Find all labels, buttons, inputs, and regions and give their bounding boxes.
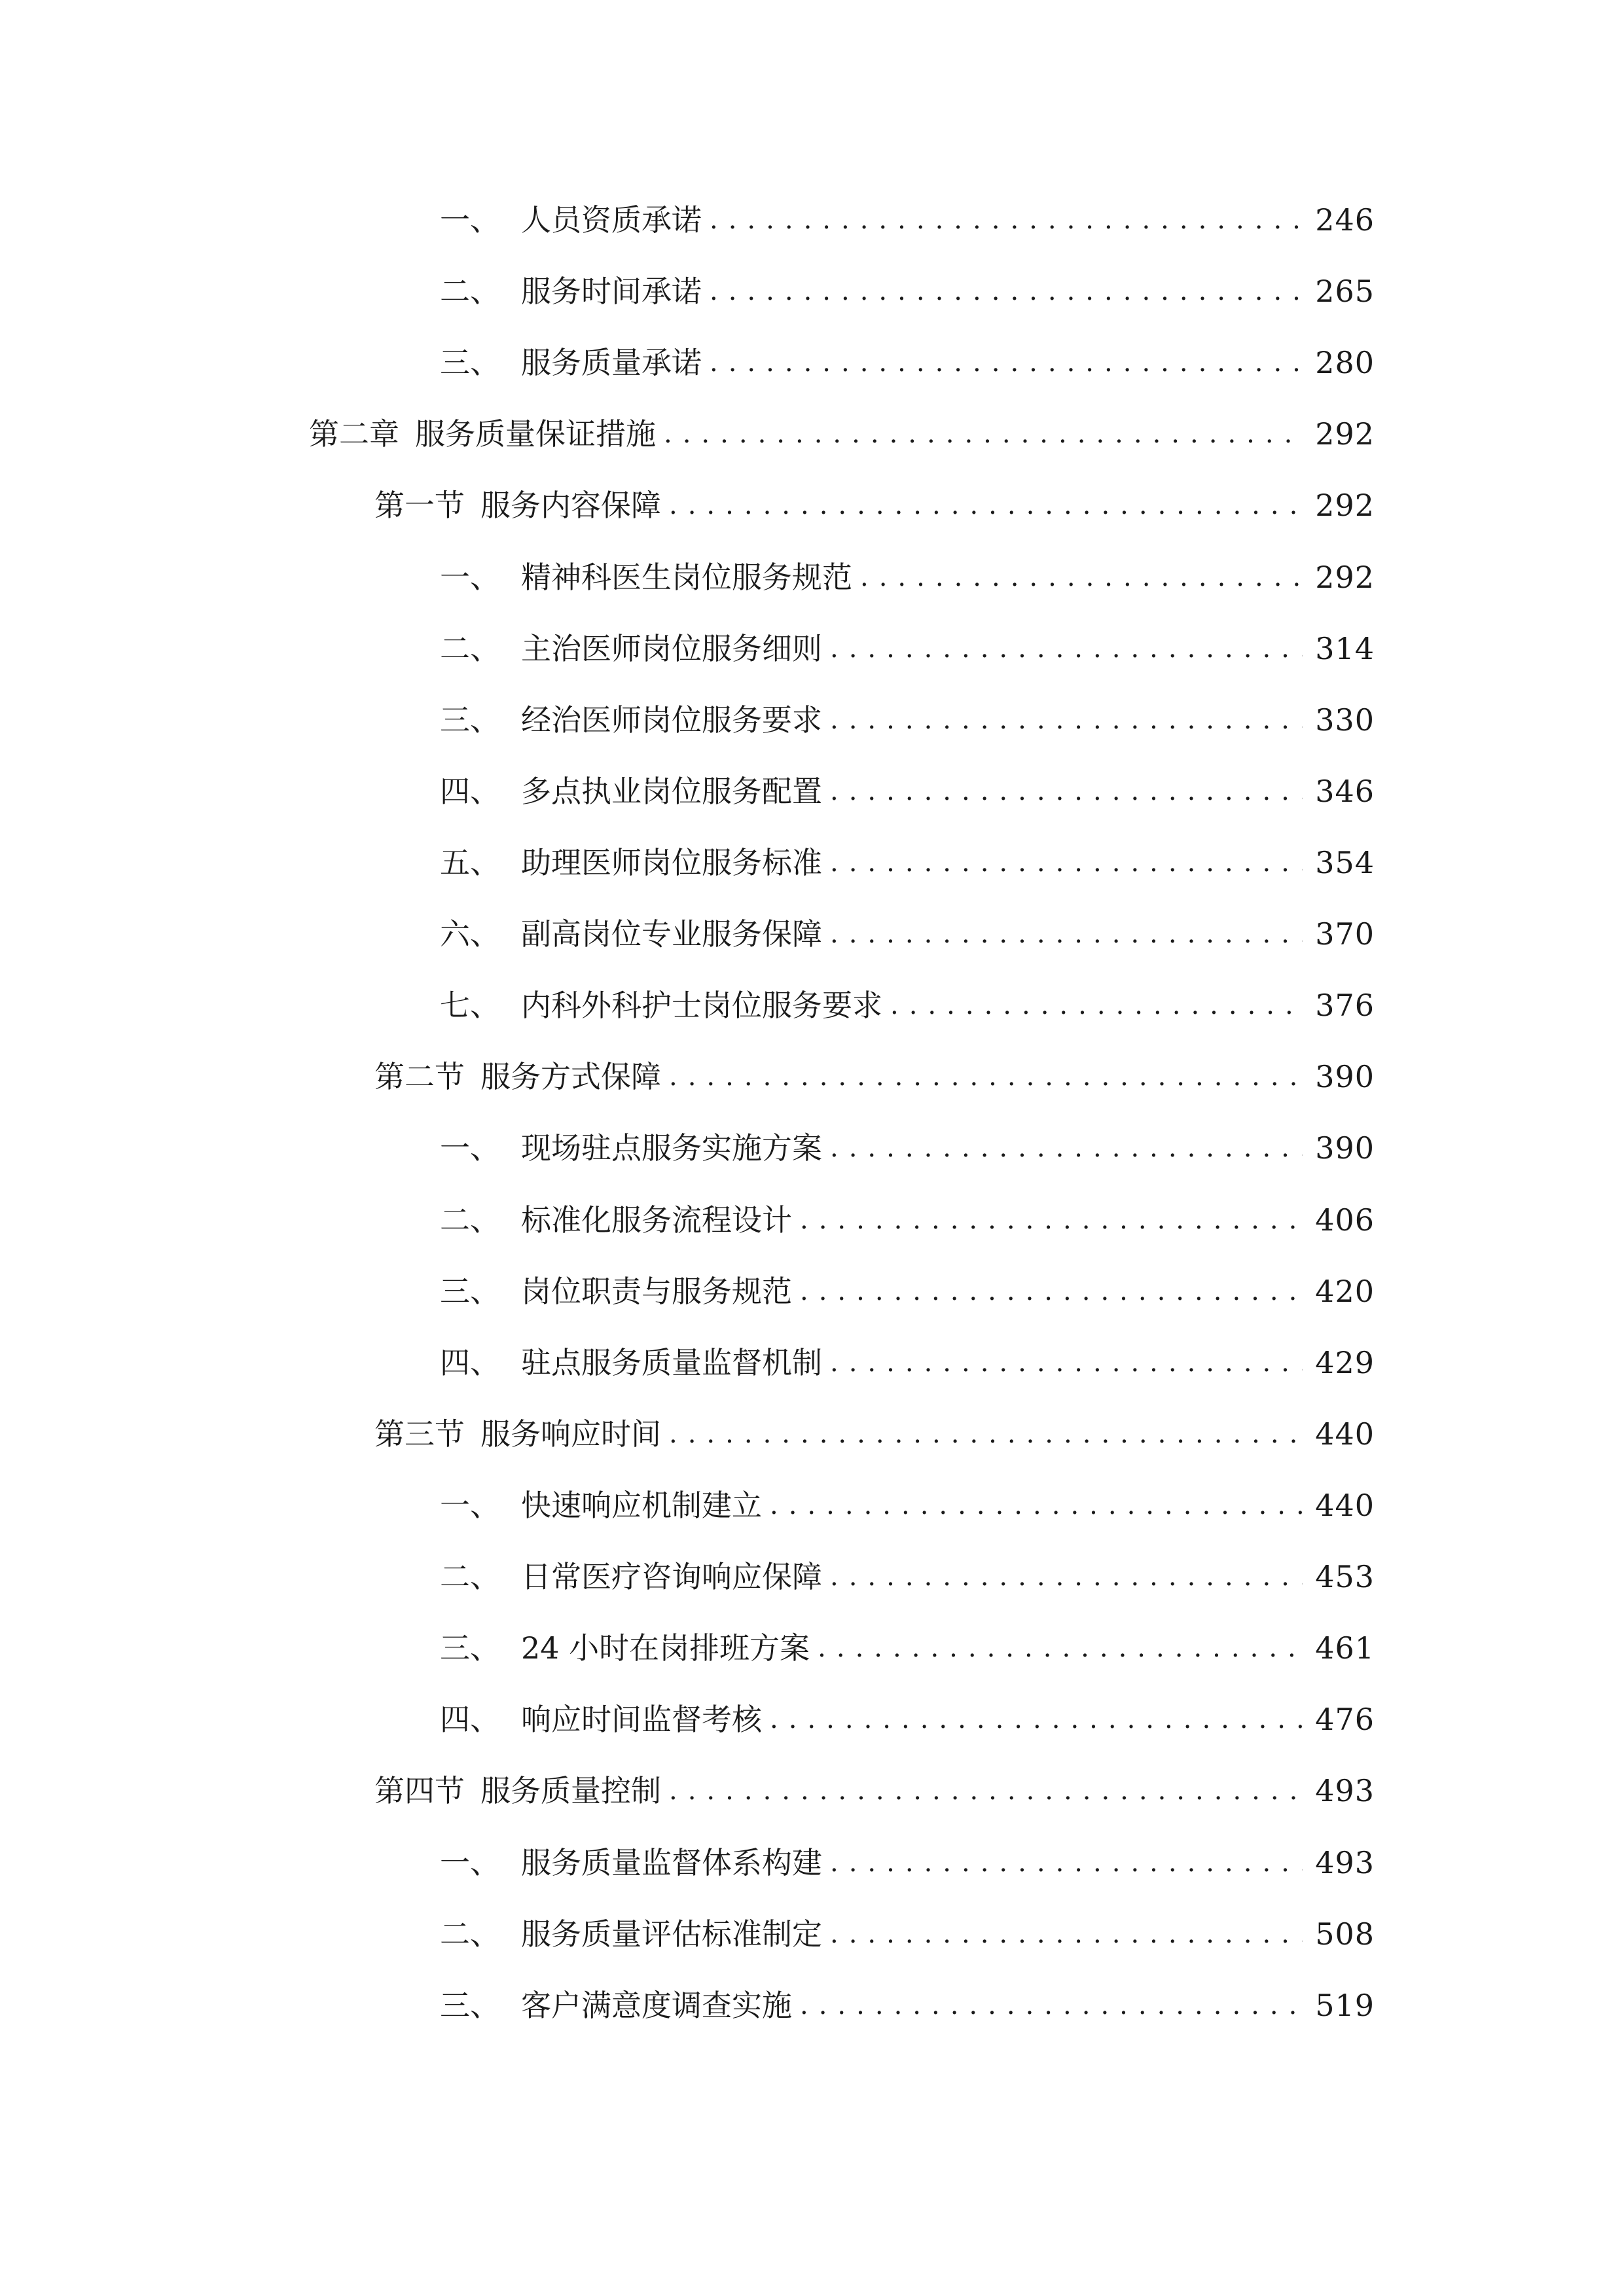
toc-dot-leader xyxy=(770,1693,1303,1746)
toc-entry-page: 292 xyxy=(1315,416,1375,452)
toc-entry[interactable] xyxy=(440,551,1375,603)
toc-dot-leader xyxy=(800,1979,1303,2032)
toc-entry-number: 一、 xyxy=(440,1488,500,1523)
toc-entry[interactable] xyxy=(440,1336,1375,1389)
toc-entry-section[interactable] xyxy=(374,1408,1375,1460)
toc-entry-title: 精神科医生岗位服务规范 xyxy=(521,560,852,595)
toc-entry-page: 476 xyxy=(1315,1702,1375,1737)
toc-entry-number: 二、 xyxy=(440,1202,500,1238)
toc-entry-page: 429 xyxy=(1315,1345,1375,1380)
toc-entry-title: 服务内容保障 xyxy=(480,488,661,523)
toc-dot-leader xyxy=(830,1837,1303,1889)
toc-entry[interactable] xyxy=(440,1693,1375,1746)
toc-entry-title: 内科外科护士岗位服务要求 xyxy=(521,988,882,1023)
toc-entry[interactable] xyxy=(440,1265,1375,1318)
toc-entry-number: 一、 xyxy=(440,1845,500,1880)
toc-entry-number: 四、 xyxy=(440,774,500,809)
toc-entry[interactable] xyxy=(440,1122,1375,1174)
toc-entry-number: 二、 xyxy=(440,274,500,309)
toc-entry-number: 四、 xyxy=(440,1702,500,1737)
toc-entry-number: 第四节 xyxy=(374,1773,465,1808)
toc-entry-number: 七、 xyxy=(440,988,500,1023)
toc-entry-number: 四、 xyxy=(440,1345,500,1380)
toc-dot-leader xyxy=(669,1050,1303,1103)
toc-entry-number: 二、 xyxy=(440,1559,500,1594)
toc-entry-page: 292 xyxy=(1315,560,1375,595)
toc-dot-leader xyxy=(710,265,1303,317)
toc-entry-title: 服务质量评估标准制定 xyxy=(521,1916,822,1952)
toc-entry-title: 标准化服务流程设计 xyxy=(521,1202,792,1238)
toc-entry[interactable] xyxy=(440,836,1375,889)
toc-entry[interactable] xyxy=(440,979,1375,1031)
toc-entry-section[interactable] xyxy=(374,1050,1375,1103)
toc-dot-leader xyxy=(664,408,1303,460)
toc-entry-page: 453 xyxy=(1315,1559,1375,1594)
toc-entry[interactable] xyxy=(440,1908,1375,1960)
toc-dot-leader xyxy=(669,1765,1303,1817)
toc-entry-chapter[interactable] xyxy=(309,408,1375,460)
toc-dot-leader xyxy=(830,908,1303,960)
toc-dot-leader xyxy=(800,1265,1303,1318)
toc-entry-number: 第二章 xyxy=(309,416,399,452)
toc-entry-section[interactable] xyxy=(374,1765,1375,1817)
toc-dot-leader xyxy=(830,1551,1303,1603)
toc-entry-number: 六、 xyxy=(440,916,500,952)
toc-entry-page: 314 xyxy=(1315,631,1375,666)
toc-entry-page: 330 xyxy=(1315,702,1375,738)
toc-entry-title: 快速响应机制建立 xyxy=(521,1488,762,1523)
toc-entry-number: 三、 xyxy=(440,1988,500,2023)
toc-entry-page: 280 xyxy=(1315,345,1375,380)
toc-dot-leader xyxy=(830,694,1303,746)
toc-entry-number: 三、 xyxy=(440,1274,500,1309)
toc-entry-number: 一、 xyxy=(440,1130,500,1166)
toc-entry-page: 376 xyxy=(1315,988,1375,1023)
toc-entry-page: 493 xyxy=(1315,1845,1375,1880)
toc-dot-leader xyxy=(830,1908,1303,1960)
toc-entry-page: 508 xyxy=(1315,1916,1375,1952)
toc-entry-title: 多点执业岗位服务配置 xyxy=(521,774,822,809)
toc-dot-leader xyxy=(710,194,1303,246)
toc-dot-leader xyxy=(890,979,1303,1031)
toc-dot-leader xyxy=(830,1336,1303,1389)
toc-entry[interactable] xyxy=(440,1479,1375,1532)
toc-dot-leader xyxy=(669,479,1303,531)
toc-entry-page: 420 xyxy=(1315,1274,1375,1309)
toc-entry[interactable] xyxy=(440,194,1375,246)
toc-entry-title: 服务质量保证措施 xyxy=(415,416,656,452)
toc-entry-title: 主治医师岗位服务细则 xyxy=(521,631,822,666)
toc-entry-title: 客户满意度调查实施 xyxy=(521,1988,792,2023)
toc-entry[interactable] xyxy=(440,694,1375,746)
toc-entry-page: 346 xyxy=(1315,774,1375,809)
toc-entry-number: 三、 xyxy=(440,702,500,738)
toc-entry[interactable] xyxy=(440,1622,1375,1674)
toc-entry-page: 265 xyxy=(1315,274,1375,309)
toc-dot-leader xyxy=(818,1622,1303,1674)
toc-entry-title: 助理医师岗位服务标准 xyxy=(521,845,822,880)
toc-entry-title: 副高岗位专业服务保障 xyxy=(521,916,822,952)
toc-dot-leader xyxy=(860,551,1303,603)
toc-entry-page: 519 xyxy=(1315,1988,1375,2023)
toc-entry-number: 二、 xyxy=(440,631,500,666)
toc-entry-number: 五、 xyxy=(440,845,500,880)
toc-dot-leader xyxy=(770,1479,1303,1532)
toc-entry-title: 现场驻点服务实施方案 xyxy=(521,1130,822,1166)
toc-entry-number: 三、 xyxy=(440,1630,500,1666)
toc-dot-leader xyxy=(669,1408,1303,1460)
toc-entry-title: 24 小时在岗排班方案 xyxy=(521,1630,810,1666)
toc-entry[interactable] xyxy=(440,622,1375,675)
toc-dot-leader xyxy=(830,765,1303,817)
toc-entry-page: 354 xyxy=(1315,845,1375,880)
toc-entry[interactable] xyxy=(440,265,1375,317)
toc-entry[interactable] xyxy=(440,765,1375,817)
toc-entry[interactable] xyxy=(440,1979,1375,2032)
toc-entry-title: 服务质量控制 xyxy=(480,1773,661,1808)
toc-entry[interactable] xyxy=(440,1551,1375,1603)
toc-entry-page: 370 xyxy=(1315,916,1375,952)
toc-entry-page: 440 xyxy=(1315,1416,1375,1452)
toc-entry[interactable] xyxy=(440,336,1375,389)
toc-dot-leader xyxy=(800,1194,1303,1246)
toc-entry-page: 390 xyxy=(1315,1059,1375,1094)
toc-entry-title: 服务方式保障 xyxy=(480,1059,661,1094)
toc-entry-title: 人员资质承诺 xyxy=(521,202,702,238)
toc-entry-page: 461 xyxy=(1315,1630,1375,1666)
toc-dot-leader xyxy=(710,336,1303,389)
toc-entry-page: 390 xyxy=(1315,1130,1375,1166)
toc-entry-title: 日常医疗咨询响应保障 xyxy=(521,1559,822,1594)
toc-entry-title: 驻点服务质量监督机制 xyxy=(521,1345,822,1380)
toc-entry-title: 岗位职责与服务规范 xyxy=(521,1274,792,1309)
toc-entry-title: 服务时间承诺 xyxy=(521,274,702,309)
toc-entry-number: 第二节 xyxy=(374,1059,465,1094)
toc-entry-page: 246 xyxy=(1315,202,1375,238)
toc-entry[interactable] xyxy=(440,1194,1375,1246)
toc-dot-leader xyxy=(830,836,1303,889)
toc-entry-number: 三、 xyxy=(440,345,500,380)
toc-entry[interactable] xyxy=(440,908,1375,960)
toc-entry-number: 第一节 xyxy=(374,488,465,523)
toc-entry-page: 406 xyxy=(1315,1202,1375,1238)
toc-dot-leader xyxy=(830,622,1303,675)
toc-entry-title: 响应时间监督考核 xyxy=(521,1702,762,1737)
toc-entry-title: 服务质量监督体系构建 xyxy=(521,1845,822,1880)
toc-entry-number: 第三节 xyxy=(374,1416,465,1452)
toc-entry-number: 一、 xyxy=(440,560,500,595)
toc-entry-page: 493 xyxy=(1315,1773,1375,1808)
toc-entry-page: 292 xyxy=(1315,488,1375,523)
toc-entry[interactable] xyxy=(440,1837,1375,1889)
toc-entry-title: 服务质量承诺 xyxy=(521,345,702,380)
toc-entry-number: 二、 xyxy=(440,1916,500,1952)
toc-entry-section[interactable] xyxy=(374,479,1375,531)
toc-entry-title: 服务响应时间 xyxy=(480,1416,661,1452)
toc-entry-title: 经治医师岗位服务要求 xyxy=(521,702,822,738)
toc-entry-page: 440 xyxy=(1315,1488,1375,1523)
toc-dot-leader xyxy=(830,1122,1303,1174)
toc-entry-number: 一、 xyxy=(440,202,500,238)
